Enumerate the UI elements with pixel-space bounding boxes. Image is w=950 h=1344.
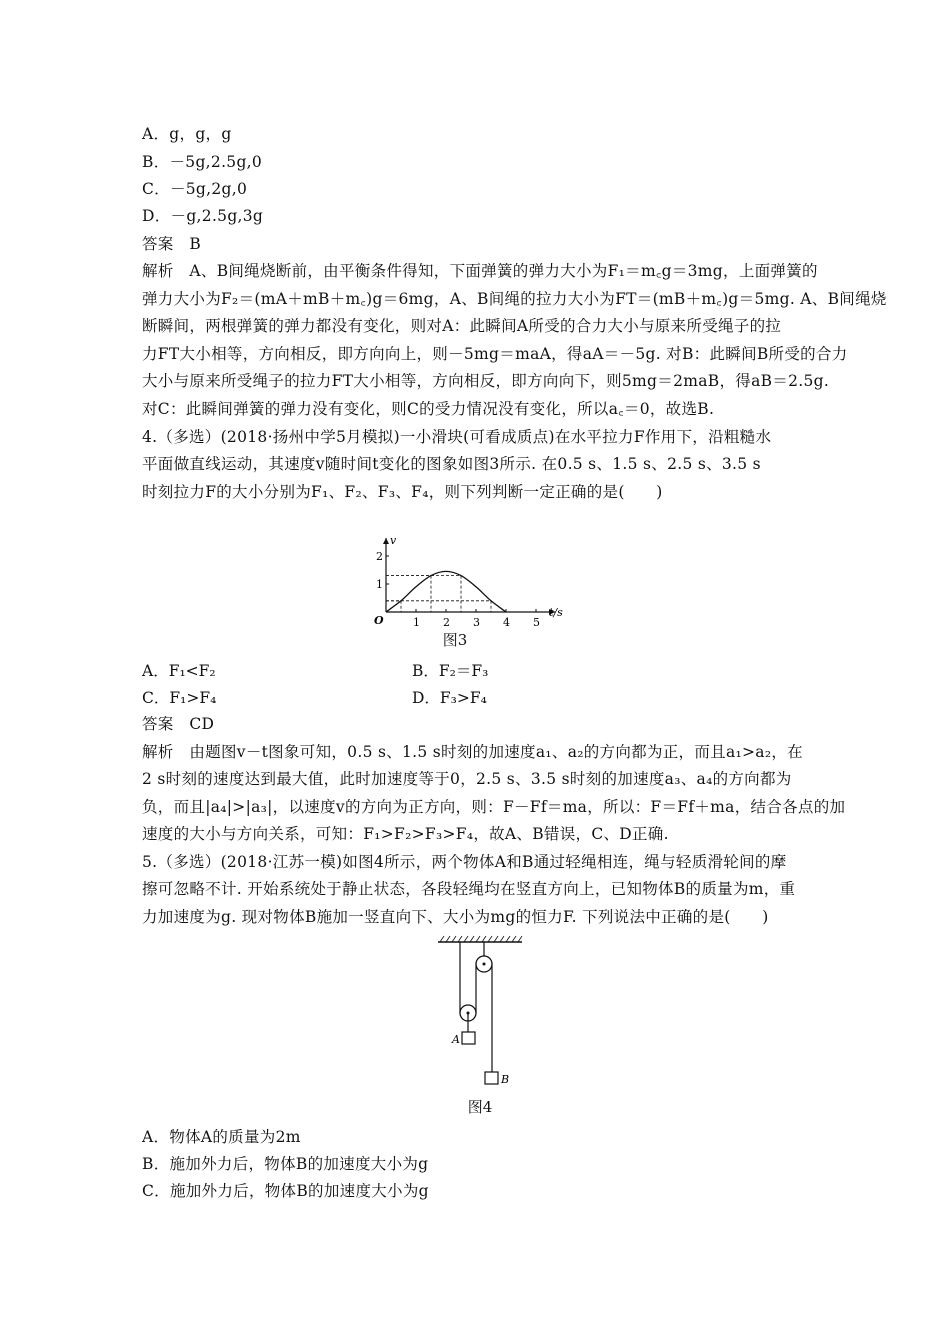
block-a bbox=[462, 1032, 475, 1044]
q5-stem-line: 擦可忽略不计. 开始系统处于静止状态，各段轻绳均在竖直方向上，已知物体B的质量为m，重 bbox=[142, 880, 796, 898]
q3-analysis-line: 解析 A、B间绳烧断前，由平衡条件得知，下面弹簧的弹力大小为F₁＝m꜀g＝3mg，上面弹簧的 bbox=[142, 262, 818, 280]
q4-option-b: B．F₂＝F₃ bbox=[412, 662, 489, 680]
q4-analysis-line: 解析 由题图v－t图象可知，0.5 s、1.5 s时刻的加速度a₁、a₂的方向都为正，而且a₁>a₂，在 bbox=[142, 743, 803, 761]
q3-answer: 答案 B bbox=[142, 235, 202, 253]
label-b: B bbox=[501, 1073, 510, 1086]
q4-analysis-line: 2 s时刻的速度达到最大值，此时加速度等于0，2.5 s、3.5 s时刻的加速度a₃、a₄的方向都为 bbox=[142, 770, 792, 788]
q4-answer: 答案 CD bbox=[142, 715, 215, 733]
figure-4-caption: 图4 bbox=[467, 1098, 493, 1116]
q3-option-a: A．g，g，g bbox=[142, 125, 232, 143]
y-tick-label: 1 bbox=[376, 578, 383, 591]
y-tick-label: 2 bbox=[376, 550, 383, 563]
q4-option-a: A．F₁<F₂ bbox=[142, 662, 216, 680]
q5-stem-line: 5.（多选）(2018·江苏一模)如图4所示，两个物体A和B通过轻绳相连，绳与轻质滑轮间的摩 bbox=[142, 853, 787, 871]
figure-3-caption: 图3 bbox=[442, 631, 468, 649]
q5-stem-line: 力加速度为g. 现对物体B施加一竖直向下、大小为mg的恒力F. 下列说法中正确的是( ) bbox=[142, 908, 769, 926]
x-axis-label: t/s bbox=[549, 606, 563, 619]
q4-analysis-line: 负，而且|a₄|>|a₃|，以速度v的方向为正方向，则：F－Ff＝ma，所以：F＝Ff＋ma，结合各点的加 bbox=[142, 798, 846, 816]
block-b bbox=[485, 1072, 498, 1084]
vt-curve bbox=[386, 571, 506, 612]
x-tick-label: 4 bbox=[503, 616, 510, 628]
q3-analysis-line: 断瞬间，两根弹簧的弹力都没有变化，则对A：此瞬间A所受的合力大小与原来所受绳子的拉 bbox=[142, 317, 782, 335]
q3-analysis-line: 弹力大小为F₂＝(mA＋mB＋m꜀)g＝6mg，A、B间绳的拉力大小为FT＝(mB＋m꜀)g＝5mg. A、B间绳烧 bbox=[142, 290, 887, 308]
q3-option-b: B．－5g,2.5g,0 bbox=[142, 153, 263, 171]
y-axis-arrow bbox=[383, 538, 389, 544]
q5-option-a: A．物体A的质量为2m bbox=[142, 1128, 301, 1146]
q4-stem-line: 4.（多选）(2018·扬州中学5月模拟)一小滑块(可看成质点)在水平拉力F作用下，沿粗糙水 bbox=[142, 428, 772, 446]
ceiling-hatch bbox=[440, 936, 522, 942]
x-tick-label: 1 bbox=[413, 616, 420, 628]
q5-option-b: B．施加外力后，物体B的加速度大小为g bbox=[142, 1155, 429, 1173]
q4-stem-line: 平面做直线运动，其速度v随时间t变化的图象如图3所示. 在0.5 s、1.5 s、2.5 s、3.5 s bbox=[142, 455, 761, 473]
x-tick-label: 2 bbox=[443, 616, 450, 628]
x-tick-label: 5 bbox=[533, 616, 540, 628]
q4-stem-line: 时刻拉力F的大小分别为F₁、F₂、F₃、F₄，则下列判断一定正确的是( ) bbox=[142, 483, 663, 501]
q3-option-d: D．－g,2.5g,3g bbox=[142, 207, 264, 225]
pulley-figure bbox=[430, 934, 530, 1094]
origin-label: O bbox=[374, 614, 384, 627]
q4-option-d: D．F₃>F₄ bbox=[412, 689, 487, 707]
vt-graph-figure bbox=[370, 508, 580, 628]
x-tick-label: 3 bbox=[473, 616, 480, 628]
q3-analysis-line: 大小与原来所受绳子的拉力FT大小相等，方向相反，即方向向下，则5mg＝2maB，得aB＝2.5g. bbox=[142, 372, 830, 390]
y-axis-label: v bbox=[390, 534, 397, 547]
q3-option-c: C．－5g,2g,0 bbox=[142, 180, 248, 198]
q4-analysis-line: 速度的大小与方向关系，可知：F₁>F₂>F₃>F₄，故A、B错误，C、D正确. bbox=[142, 825, 669, 843]
q3-analysis-line: 对C：此瞬间弹簧的弹力没有变化，则C的受力情况没有变化，所以a꜀＝0，故选B. bbox=[142, 400, 715, 418]
q4-option-c: C．F₁>F₄ bbox=[142, 689, 217, 707]
q5-option-c: C．施加外力后，物体B的加速度大小为g bbox=[142, 1182, 429, 1200]
label-a: A bbox=[452, 1033, 460, 1046]
q3-analysis-line: 力FT大小相等，方向相反，即方向向上，则－5mg＝maA，得aA＝－5g. 对B：此瞬间B所受的合力 bbox=[142, 345, 848, 363]
